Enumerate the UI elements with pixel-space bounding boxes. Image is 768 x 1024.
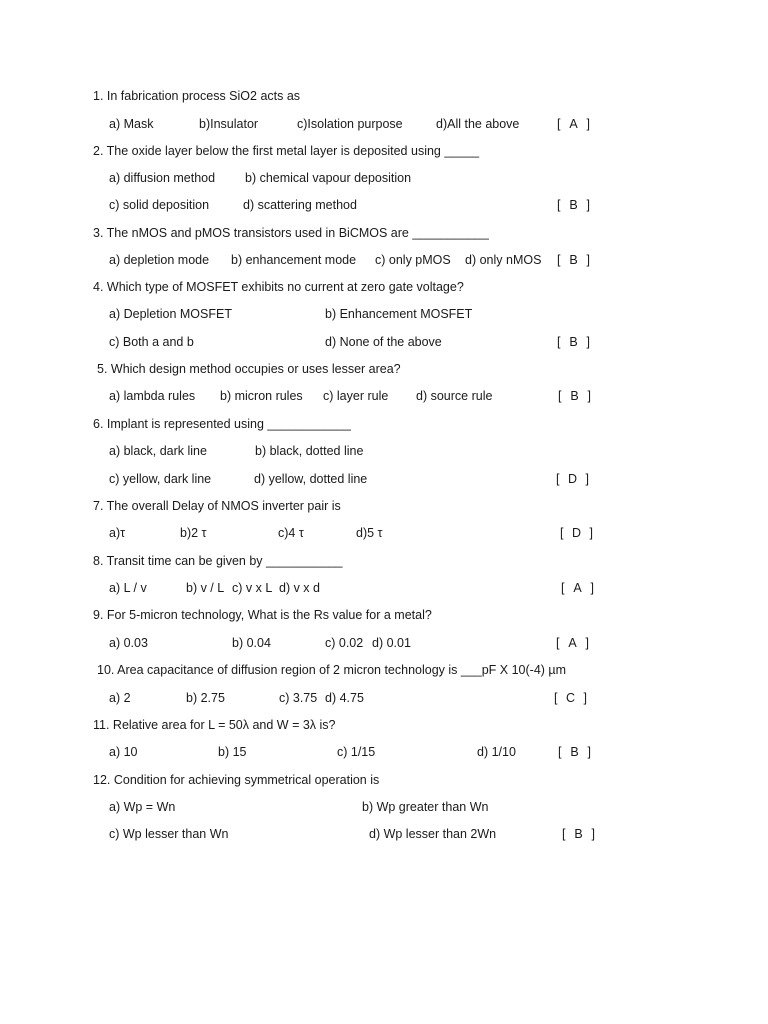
question-9: 9. For 5-micron technology, What is the Rs value for a metal? (93, 608, 432, 622)
q2-option-c: c) solid deposition (109, 198, 210, 212)
question-4: 4. Which type of MOSFET exhibits no current at zero gate voltage? (93, 280, 464, 294)
q10-option-b: b) 2.75 (186, 691, 225, 705)
q7-option-b: b)2 τ (180, 526, 207, 540)
q2-option-d: d) scattering method (243, 198, 357, 212)
q12-option-d: d) Wp lesser than 2Wn (369, 827, 497, 841)
q7-option-a: a)τ (109, 526, 126, 540)
q7-option-d: d)5 τ (356, 526, 383, 540)
q9-answer-value: A (568, 636, 577, 650)
q3-option-d: d) only nMOS (465, 253, 542, 267)
q3-option-c: c) only pMOS (375, 253, 451, 267)
q2-answer-value: B (569, 198, 578, 212)
q9-option-d: d) 0.01 (372, 636, 411, 650)
q5-answer-value: B (570, 389, 579, 403)
q9-answer: [ A ] (556, 636, 589, 650)
question-12: 12. Condition for achieving symmetrical operation is (93, 773, 380, 787)
q10-answer-value: C (565, 691, 575, 705)
q1-answer: [ A ] (557, 117, 590, 131)
q7-answer: [ D ] (560, 526, 593, 540)
q12-answer: [ B ] (562, 827, 595, 841)
q1-option-b: b)Insulator (199, 117, 259, 131)
q12-option-c: c) Wp lesser than Wn (109, 827, 229, 841)
q9-option-a: a) 0.03 (109, 636, 148, 650)
q5-option-d: d) source rule (416, 389, 493, 403)
question-10: 10. Area capacitance of diffusion region of 2 micron technology is ___pF X 10(-4) µm (97, 663, 567, 677)
question-11: 11. Relative area for L = 50λ and W = 3λ is? (93, 718, 336, 732)
q5-option-b: b) micron rules (220, 389, 303, 403)
q8-option-c: c) v x L (232, 581, 273, 595)
question-7: 7. The overall Delay of NMOS inverter pair is (93, 499, 341, 513)
q3-option-b: b) enhancement mode (231, 253, 357, 267)
q1-option-d: d)All the above (436, 117, 520, 131)
q6-answer: [ D ] (556, 472, 589, 486)
q8-answer: [ A ] (561, 581, 594, 595)
q11-option-d: d) 1/10 (477, 745, 516, 759)
q11-option-a: a) 10 (109, 745, 138, 759)
q2-option-b: b) chemical vapour deposition (245, 171, 412, 185)
q2-answer: [ B ] (557, 198, 590, 212)
q5-answer: [ B ] (558, 389, 591, 403)
q6-option-d: d) yellow, dotted line (254, 472, 368, 486)
q8-option-d: d) v x d (279, 581, 320, 595)
question-1: 1. In fabrication process SiO2 acts as (93, 89, 301, 103)
q6-answer-value: D (567, 472, 577, 486)
q2-option-a: a) diffusion method (109, 171, 216, 185)
q10-answer: [ C ] (554, 691, 587, 705)
q6-option-c: c) yellow, dark line (109, 472, 212, 486)
q8-option-a: a) L / v (109, 581, 147, 595)
q10-option-d: d) 4.75 (325, 691, 364, 705)
question-5: 5. Which design method occupies or uses lesser area? (97, 362, 401, 376)
q1-answer-value: A (569, 117, 578, 131)
q11-option-c: c) 1/15 (337, 745, 376, 759)
q3-option-a: a) depletion mode (109, 253, 210, 267)
q9-option-b: b) 0.04 (232, 636, 271, 650)
q1-option-a: a) Mask (109, 117, 154, 131)
q6-option-a: a) black, dark line (109, 444, 207, 458)
q8-option-b: b) v / L (186, 581, 225, 595)
q10-option-a: a) 2 (109, 691, 131, 705)
q4-option-b: b) Enhancement MOSFET (325, 307, 473, 321)
question-8: 8. Transit time can be given by ___________ (93, 554, 343, 568)
q5-option-a: a) lambda rules (109, 389, 196, 403)
q4-option-a: a) Depletion MOSFET (109, 307, 232, 321)
question-2: 2. The oxide layer below the first metal layer is deposited using _____ (93, 144, 480, 158)
q8-answer-value: A (573, 581, 582, 595)
q4-option-d: d) None of the above (325, 335, 442, 349)
question-6: 6. Implant is represented using ____________ (93, 417, 351, 431)
q6-option-b: b) black, dotted line (255, 444, 364, 458)
q11-option-b: b) 15 (218, 745, 247, 759)
q4-option-c: c) Both a and b (109, 335, 194, 349)
q11-answer-value: B (570, 745, 579, 759)
q9-option-c: c) 0.02 (325, 636, 364, 650)
q7-answer-value: D (571, 526, 581, 540)
q5-option-c: c) layer rule (323, 389, 389, 403)
q12-answer-value: B (574, 827, 583, 841)
q10-option-c: c) 3.75 (279, 691, 318, 705)
question-3: 3. The nMOS and pMOS transistors used in BiCMOS are ___________ (93, 226, 489, 240)
q3-answer: [ B ] (557, 253, 590, 267)
q7-option-c: c)4 τ (278, 526, 304, 540)
q4-answer: [ B ] (557, 335, 590, 349)
q12-option-b: b) Wp greater than Wn (362, 800, 489, 814)
q1-option-c: c)Isolation purpose (297, 117, 403, 131)
q12-option-a: a) Wp = Wn (109, 800, 176, 814)
q3-answer-value: B (569, 253, 578, 267)
q4-answer-value: B (569, 335, 578, 349)
q11-answer: [ B ] (558, 745, 591, 759)
